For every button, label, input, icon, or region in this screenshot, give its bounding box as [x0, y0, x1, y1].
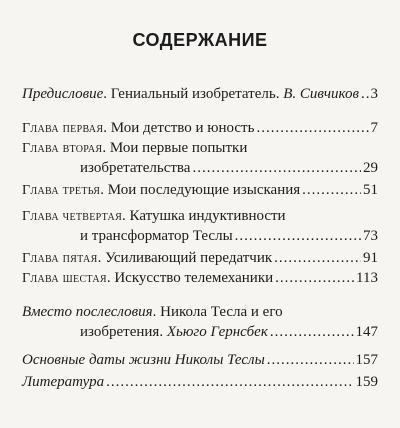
toc-text: . Искусство телемеханики [106, 270, 274, 286]
leader-dots [274, 248, 361, 268]
toc-label: Глава четвертая [22, 209, 123, 224]
leader-dots [192, 158, 361, 178]
toc-entry-ch4 [22, 206, 378, 246]
page-title: СОДЕРЖАНИЕ [132, 30, 268, 50]
toc-page-number: 159 [355, 374, 378, 390]
toc-entry-ch1 [22, 118, 378, 138]
toc-text: . Гениальный изобретатель. [103, 86, 284, 102]
toc-entry-ch6 [22, 268, 378, 288]
leader-dots [106, 372, 353, 392]
leader-dots [235, 226, 361, 246]
toc-entry-dates [22, 350, 378, 370]
toc-entry-ch2 [22, 138, 378, 178]
leader-dots [302, 180, 361, 200]
toc-label: Глава пятая [22, 251, 98, 266]
toc-label: Глава шестая [22, 271, 107, 286]
toc-label: Вместо послесловия [22, 304, 153, 320]
toc-text: . Катушка индуктивности [122, 208, 286, 224]
toc-text: . Усиливающий передатчик [97, 250, 273, 266]
toc-page-number: 73 [363, 228, 378, 244]
toc-page-number: 113 [356, 270, 378, 286]
toc-label: Глава третья [22, 183, 101, 198]
leader-dots [361, 84, 368, 104]
toc-label: Глава вторая [22, 141, 103, 156]
toc-text-continued: изобретательства [80, 160, 191, 176]
toc-label: Литература [22, 374, 105, 390]
toc-entry-preface [22, 84, 378, 104]
toc-page-number: 147 [355, 324, 378, 340]
toc-page-number: 7 [370, 120, 378, 136]
toc-page-number: 3 [370, 86, 378, 102]
toc-author: Хьюго Гернсбек [166, 324, 268, 340]
toc-author: В. Сивчиков [283, 86, 360, 102]
toc-text: . Никола Тесла и его [152, 304, 283, 320]
toc-text: . Мои последующие изыскания [100, 182, 301, 198]
leader-dots [270, 322, 354, 342]
toc-label: Предисловие [22, 86, 104, 102]
leader-dots [267, 350, 354, 370]
toc-entry-ch5 [22, 248, 378, 268]
toc-label: Основные даты жизни Николы Теслы [22, 352, 265, 368]
toc-text: . Мои первые попытки [102, 140, 248, 156]
toc-text: . Мои детство и юность [103, 120, 255, 136]
toc-text-continued: изобретения. [80, 324, 167, 340]
toc-page-number: 91 [363, 250, 378, 266]
toc-entry-literature [22, 372, 378, 392]
leader-dots [256, 118, 368, 138]
toc-text-continued: и трансформатор Теслы [80, 228, 233, 244]
toc-label: Глава первая [22, 121, 104, 136]
toc-page-number: 51 [363, 182, 378, 198]
toc-entry-ch3 [22, 180, 378, 200]
leader-dots [275, 268, 354, 288]
toc-entry-afterword [22, 302, 378, 342]
toc-page-number: 157 [355, 352, 378, 368]
toc-page-number: 29 [363, 160, 378, 176]
